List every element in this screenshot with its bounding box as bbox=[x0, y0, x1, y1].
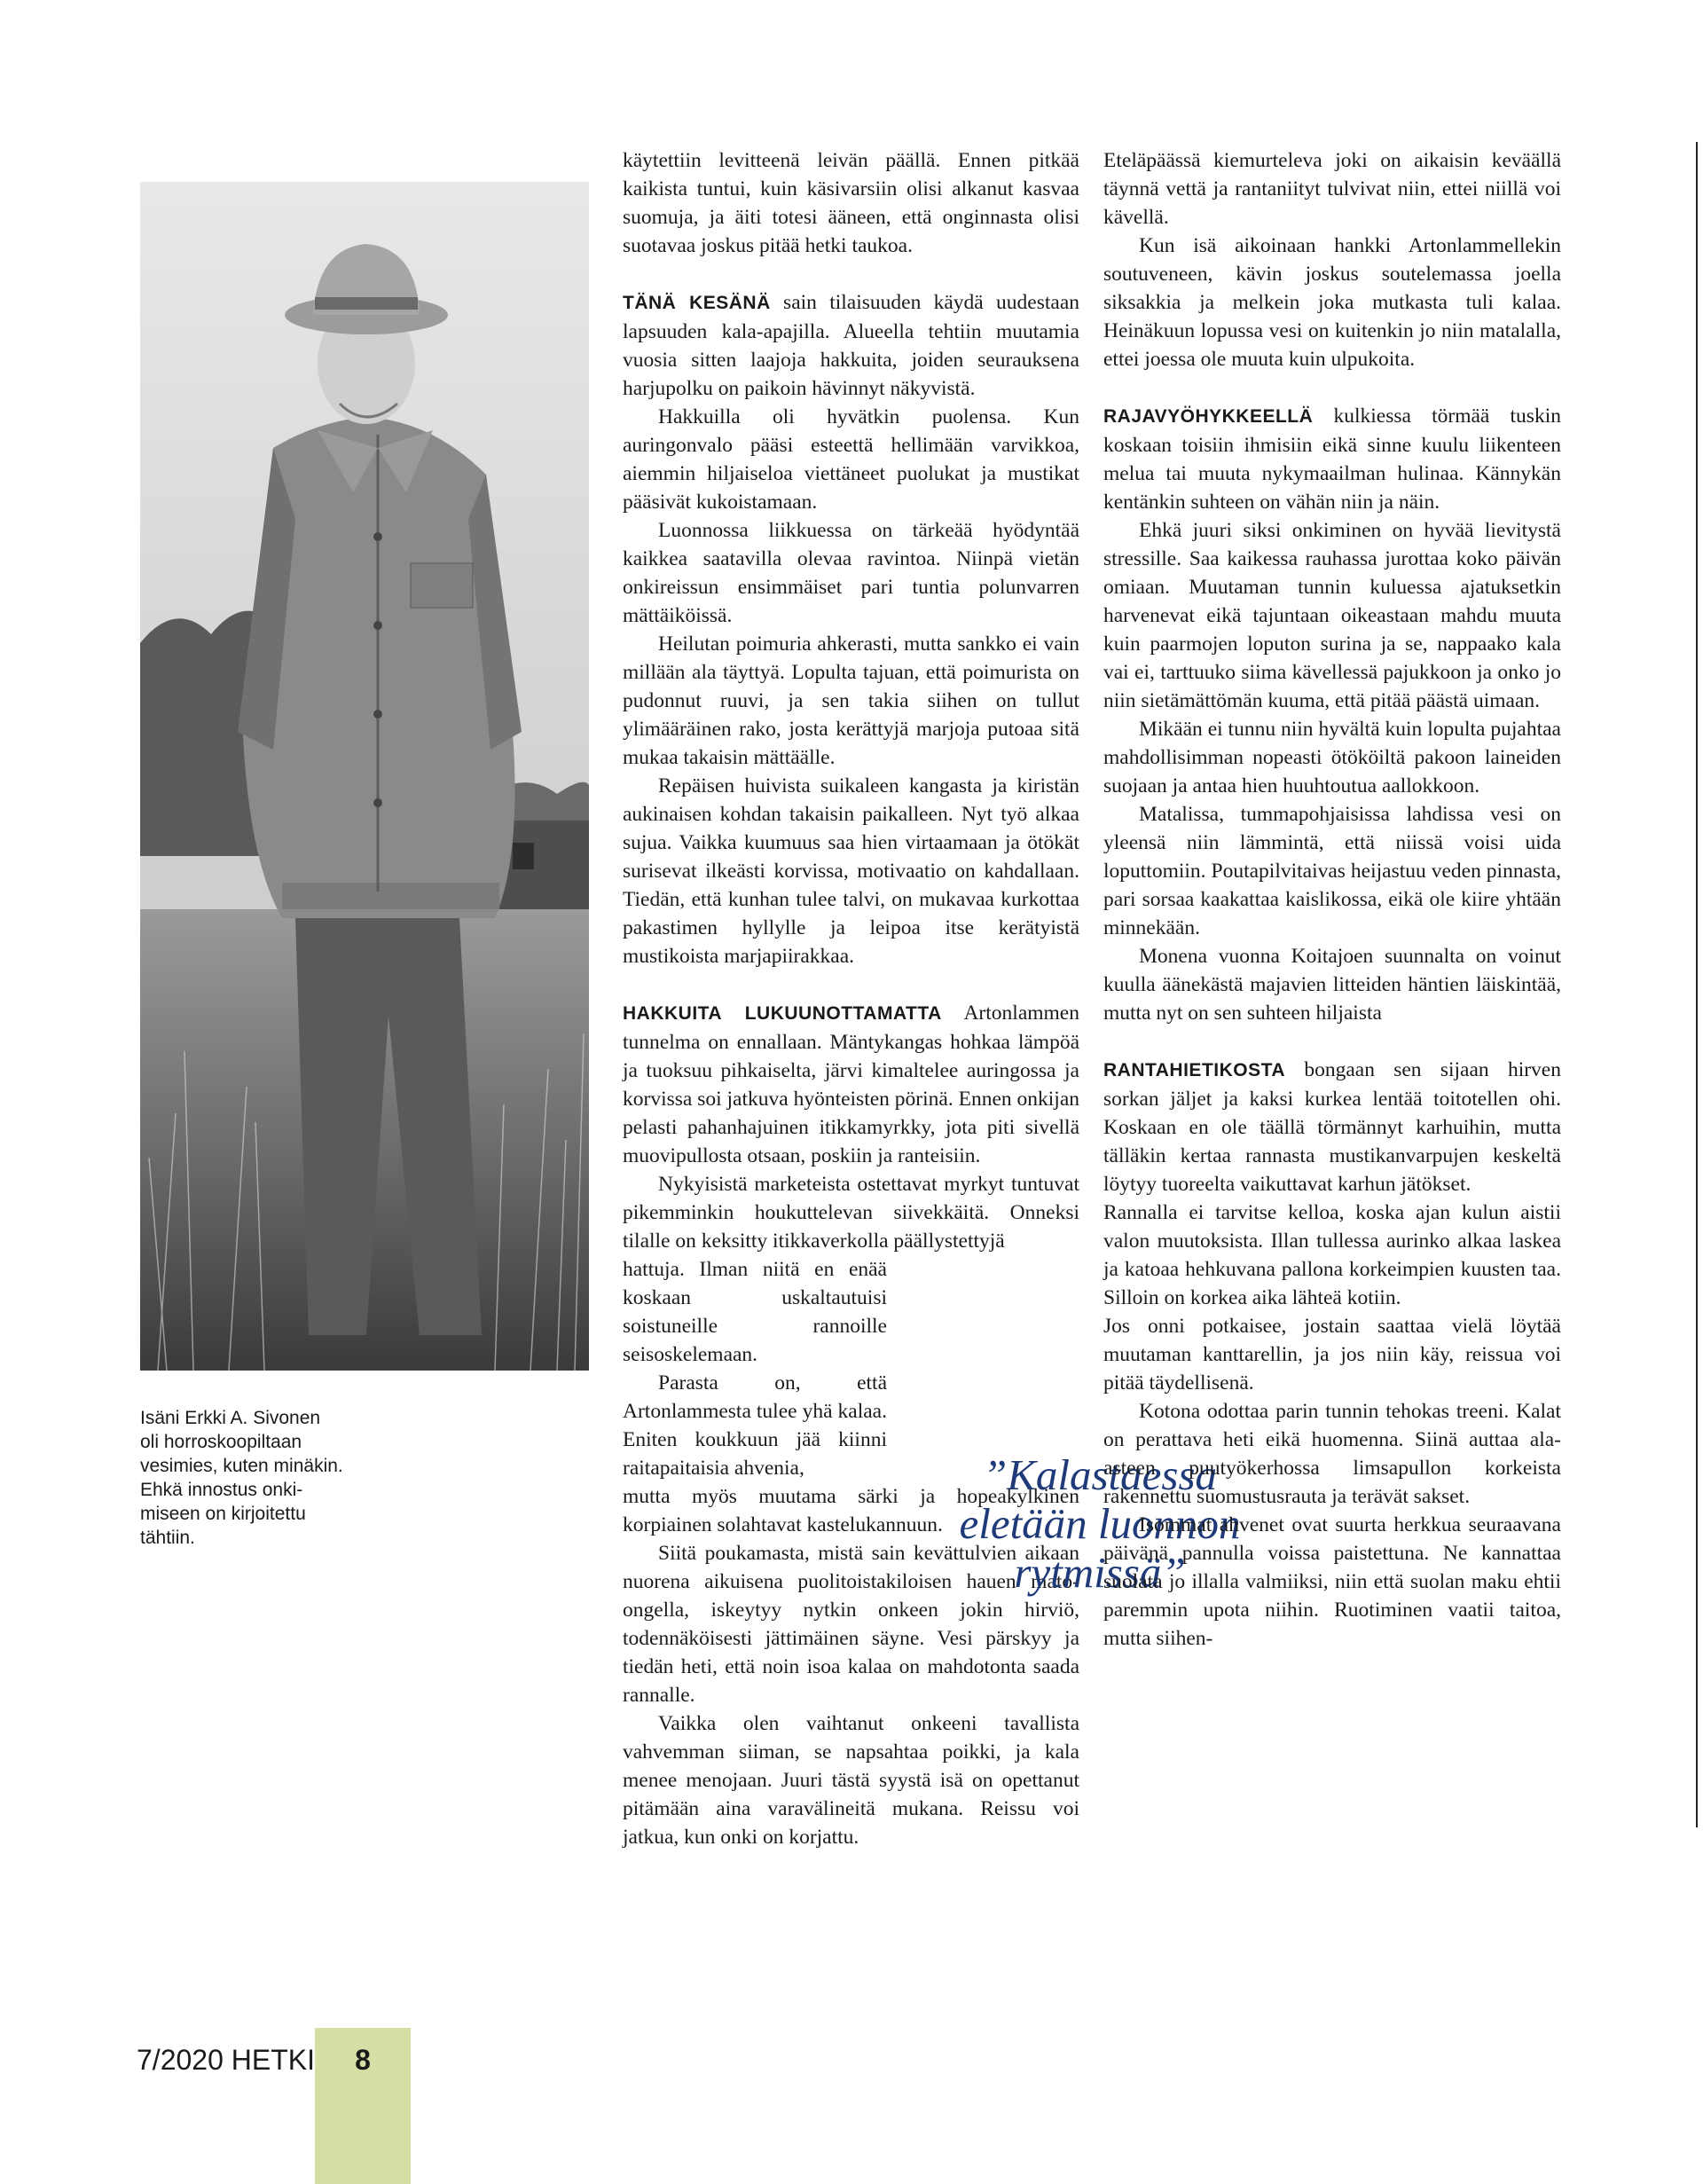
paragraph: Isommat ahvenet ovat suurta herkkua seuraavana päivänä pannulla voissa paistettuna. Ne kannattaa suolata jo illalla valmiiksi, niin että suolan maku ehtii paremmin upota niihin. Ruotiminen vaatii taitoa, mutta siihen- bbox=[1103, 1513, 1561, 1650]
caption-line: tähtiin. bbox=[140, 1528, 195, 1548]
paragraph: Monena vuonna Koitajoen suunnalta on voinut kuulla äänekästä majavien litteiden häntien läiskintää, mutta nyt on sen suhteen hiljaista bbox=[1103, 945, 1561, 1025]
issue-label: 7/2020 HETKI bbox=[137, 2044, 315, 2076]
paragraph bbox=[1103, 402, 1561, 516]
page-edge-rule bbox=[1696, 142, 1698, 1827]
paragraph: Parasta on, että Artonlammesta tulee yhä kalaa. Eniten koukkuun jää kiinni raitapaitaisia ahvenia, bbox=[623, 1371, 887, 1480]
caption-line: miseen on kirjoitettu bbox=[140, 1504, 306, 1524]
paragraph: Eteläpäässä kiemurteleva joki on aikaisin keväällä täynnä vettä ja rantaniityt tulvivat niin, ettei niillä voi kävellä. bbox=[1103, 149, 1561, 229]
paragraph: Vaikka olen vaihtanut onkeeni tavallista vahvemman siiman, se napsahtaa poikki, ja kala menee menojaan. Juuri tästä syystä isä on opettanut pitämään aina varavälineitä mukana. Reissu voi jatkua, kun onki on korjattu. bbox=[623, 1712, 1079, 1849]
paragraph: Ehkä juuri siksi onkiminen on hyvää lievitystä stressille. Saa kaikessa rauhassa jurottaa koko päivän omiaan. Muutaman tunnin kuluessa ajatuksetkin harvenevat eikä tajuntaan oikeastaan mahdu muuta kuin paarmojen loputon surina ja se, nappaako kala vai ei, tarttuuko siima kävellessä pajukkoon ja onko jo niin sietämättömän kuuma, että pitää päästä uimaan. bbox=[1103, 519, 1561, 712]
photo-caption bbox=[140, 1406, 406, 1550]
paragraph: Matalissa, tummapohjaisissa lahdissa vesi on yleensä niin lämmintä, että niissä voisi uida loputtomiin. Poutapilvitaivas heijastuu veden pinnasta, pari sorsaa kaakattaa kaislikossa, eikä ole kiire yhtään minnekään. bbox=[1103, 803, 1561, 939]
caption-line: Isäni Erkki A. Sivonen bbox=[140, 1408, 321, 1428]
paragraph: hattuja. Ilman niitä en enää koskaan uskaltautuisi soistuneille rannoille seisoskelemaan. bbox=[623, 1258, 887, 1366]
paragraph: Jos onni potkaisee, jostain saattaa vielä löytää muutaman kanttarellin, ja jos niin käy, reissua voi pitää täydellisenä. bbox=[1103, 1315, 1561, 1394]
paragraph: Kotona odottaa parin tunnin tehokas treeni. Kalat on perattava heti eikä huomenna. Siinä auttaa ala-asteen puutyökerhossa limsapullon korkeista rakennettu suomustusrauta ja terävät sakset. bbox=[1103, 1400, 1561, 1508]
paragraph bbox=[1103, 1056, 1561, 1198]
caption-line: oli horroskoopiltaan bbox=[140, 1432, 302, 1452]
paragraph: mutta myös muutama särki ja hopeakylkinen korpiainen solahtavat kastelukannuun. bbox=[623, 1485, 1079, 1536]
paragraph-text: sain tilaisuuden käydä uudestaan lapsuuden kala-apajilla. Alueella tehtiin muutamia vuosia sitten laajoja hakkuita, joiden seurauksena harjupolku on paikoin hävinnyt näkyvistä. bbox=[623, 291, 1079, 400]
caption-line: Ehkä innostus onki- bbox=[140, 1480, 303, 1500]
photo-man-in-meadow bbox=[140, 182, 589, 1371]
paragraph: Mikään ei tunnu niin hyvältä kuin lopulta pujahtaa mahdollisimman nopeasti ötököiltä pakoon laineiden suojaan ja antaa hien huuhtoutua aallokkoon. bbox=[1103, 718, 1561, 797]
pull-quote-line: rytmissä” bbox=[1014, 1548, 1186, 1597]
paragraph-text: kulkiessa törmää tuskin koskaan toisiin ihmisiin eikä sinne kuulu liikenteen melua tai muuta nykymaailman hulinaa. Kännykän kentänkin suhteen on vähän niin ja näin. bbox=[1103, 405, 1561, 514]
section-lead: RAJAVYÖHYKKEELLÄ bbox=[1103, 406, 1314, 427]
paragraph bbox=[623, 999, 1079, 1170]
section-lead: RANTAHIETIKOSTA bbox=[1103, 1060, 1286, 1080]
paragraph: Siitä poukamasta, mistä sain kevättulvien aikaan nuorena aikuisena puolitoistakiloisen hauen mato-ongella, iskeytyy nytkin onkeen jokin hirviö, todennäköisesti jättimäinen säyne. Vesi pärskyy ja tiedän heti, että noin isoa kalaa on mahdotonta saada rannalle. bbox=[623, 1542, 1079, 1707]
caption-line: vesimies, kuten minäkin. bbox=[140, 1456, 343, 1476]
pull-quote-line: ”Kalastaessa bbox=[982, 1450, 1218, 1499]
paragraph: Repäisen huivista suikaleen kangasta ja kiristän aukinaisen kohdan takaisin paikalleen. Nyt työ alkaa sujua. Vaikka kuumuus saa hien virtaamaan ja ötökät surisevat ilkeästi korvissa, motivaatio on kahdallaan. Tiedän, että kunhan tulee talvi, on mukavaa kurkottaa pakastimen hyllylle ja leipoa itse kerätyistä mustikoista marjapiirakkaa. bbox=[623, 774, 1079, 968]
paragraph: Hakkuilla oli hyvätkin puolensa. Kun auringonvalo pääsi esteettä hellimään varvikkoa, aiemmin hiljaiseloa viettäneet puolukat ja mustikat pääsivät kukoistamaan. bbox=[623, 405, 1079, 514]
paragraph: Luonnossa liikkuessa on tärkeää hyödyntää kaikkea saatavilla olevaa ravintoa. Niinpä vietän onkireissun ensimmäiset pari tuntia polunvarren mättäiköissä. bbox=[623, 519, 1079, 627]
paragraph bbox=[623, 288, 1079, 403]
paragraph: Kun isä aikoinaan hankki Artonlammellekin soutuveneen, kävin joskus soutelemassa joella siksakkia ja melkein joka mutkasta tuli kalaa. Heinäkuun lopussa vesi on kuitenkin jo niin matalalla, ettei joessa ole muuta kuin ulpukoita. bbox=[1103, 234, 1561, 371]
article-column-2 bbox=[1103, 146, 1561, 1653]
pull-quote-line: eletään luonnon bbox=[959, 1499, 1241, 1548]
paragraph: Nykyisistä marketeista ostettavat myrkyt tuntuvat pikemminkin houkuttelevan siivekkäitä. Onneksi tilalle on keksitty itikkaverkolla päällystettyjä bbox=[623, 1173, 1079, 1253]
paragraph-text: bongaan sen sijaan hirven sorkan jäljet ja kaksi kurkea lentää toitotellen ohi. Koskaan en ole täällä törmännyt karhuihin, mutta tälläkin kertaa rannasta mustikanvarpujen keskeltä löytyy tuoreelta vaikuttavat karhun jätökset. bbox=[1103, 1058, 1561, 1196]
section-lead: TÄNÄ KESÄNÄ bbox=[623, 293, 771, 313]
paragraph: Heilutan poimuria ahkerasti, mutta sankko ei vain millään ala täyttyä. Lopulta tajuan, että poimurista on pudonnut ruuvi, ja sen takia siihen on tullut ylimääräinen rako, josta kerättyjä marjoja putoaa sitä mukaa takaisin mättäälle. bbox=[623, 632, 1079, 769]
paragraph-text: Artonlammen tunnelma on ennallaan. Mäntykangas hohkaa lämpöä ja tuoksuu pihkaiselta, järvi kimaltelee auringossa ja korvissa soi jatkuva hyönteisten pörinä. Ennen onkijan pelasti pahanhajuinen itikkamyrkky, jota piti sivellä muovipullosta otsaan, poskiin ja ranteisiin. bbox=[623, 1002, 1079, 1167]
paragraph: käytettiin levitteenä leivän päällä. Ennen pitkää kaikista tuntui, kuin käsivarsiin olisi alkanut kasvaa suomuja, ja äiti totesi ääneen, että onginnasta olisi suotavaa joskus pitää hetki taukoa. bbox=[623, 149, 1079, 257]
section-lead: HAKKUITA LUKUUNOTTAMATTA bbox=[623, 1003, 942, 1024]
photo-illustration bbox=[140, 182, 589, 1371]
page-number: 8 bbox=[355, 2044, 371, 2076]
paragraph: Rannalla ei tarvitse kelloa, koska ajan kulun aistii valon muutoksista. Illan tullessa aurinko alkaa laskea ja katoaa hehkuvana pallona korkeimpien kuusten taa. Silloin on korkea aika lähteä kotiin. bbox=[1103, 1201, 1561, 1309]
